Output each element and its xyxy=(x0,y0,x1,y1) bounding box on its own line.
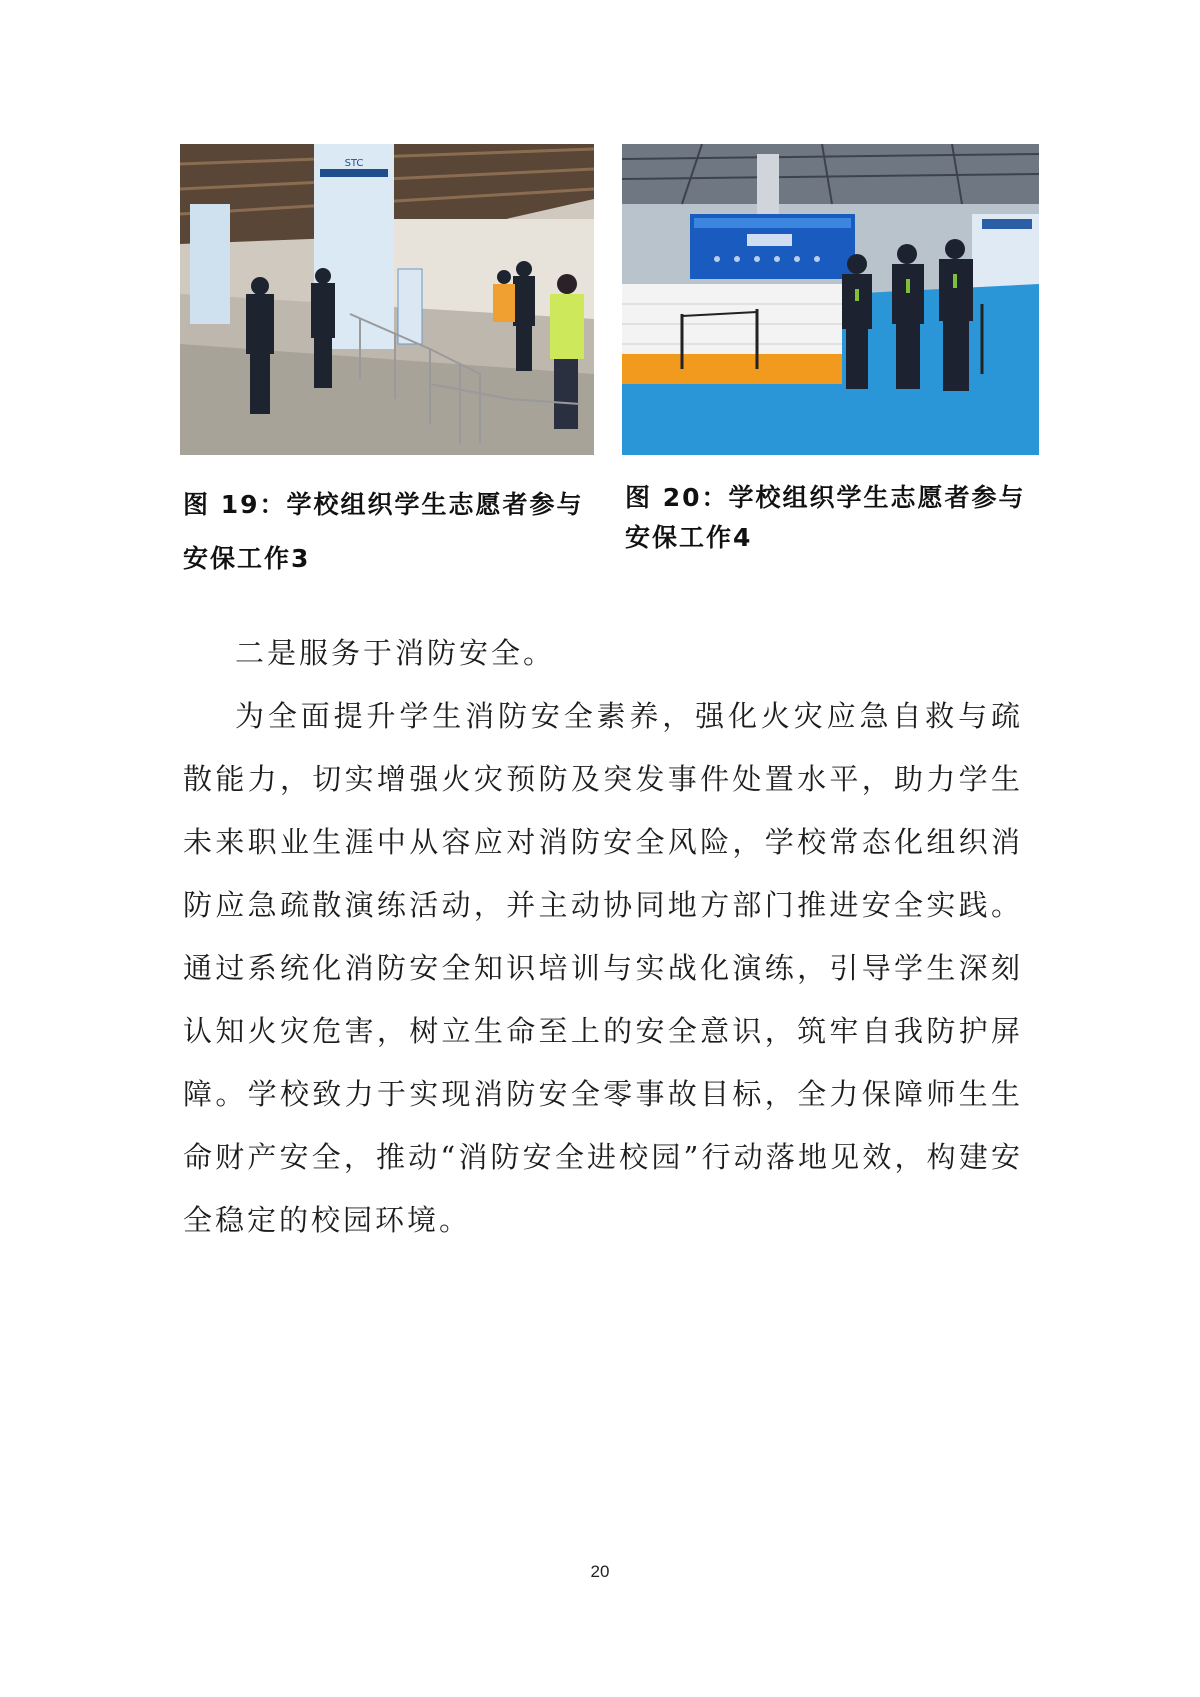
figure-20-caption: 图 20：学校组织学生志愿者参与安保工作4 xyxy=(625,483,1026,552)
figure-19-caption: 图 19：学校组织学生志愿者参与安保工作3 xyxy=(183,490,584,573)
paragraph-body: 为全面提升学生消防安全素养，强化火灾应急自救与疏散能力，切实增强火灾预防及突发事件处置水平，助力学生未来职业生涯中从容应对消防安全风险，学校常态化组织消防应急疏散演练活动，并主动协同地方部门推进安全实践。通过系统化消防安全知识培训与实战化演练，引导学生深刻认知火灾危害，树立生命至上的安全意识，筑牢自我防护屏障。学校致力于实现消防安全零事故目标，全力保障师生生命财产安全，推动“消防安全进校园”行动落地见效，构建安全稳定的校园环境。 xyxy=(183,699,1023,1237)
svg-text:STC: STC xyxy=(344,158,364,169)
paragraph-heading: 二是服务于消防安全。 xyxy=(235,636,556,670)
figure-19-photo xyxy=(180,144,594,455)
figure-20-photo xyxy=(622,144,1039,455)
page-number: 20 xyxy=(590,1562,610,1581)
